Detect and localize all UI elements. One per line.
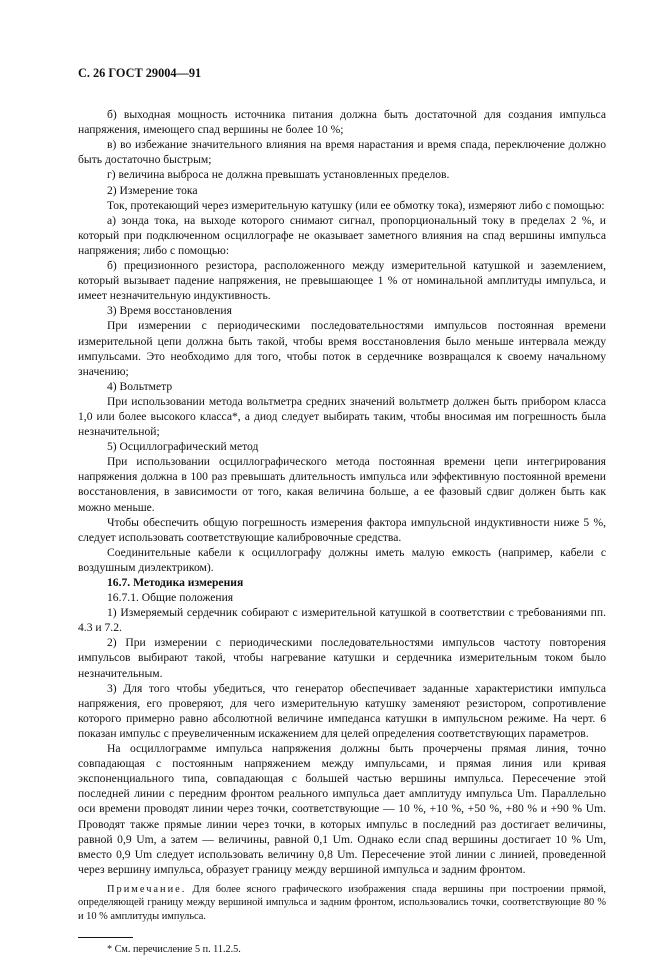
paragraph: При использовании осциллографического метода постоянная времени цепи интегрирования напряжения должна в 100 раз превышать длительность импульса или эффективную постоянной времени восстановления, в зависимости от того, какая величина больше, а ее фазовый сдвиг должен быть как можно меньше. [78, 455, 606, 514]
paragraph: г) величина выброса не должна превышать установленных пределов. [107, 168, 450, 182]
paragraph: Ток, протекающий через измерительную катушку (или ее обмотку тока), измеряют либо с помощью: [107, 198, 605, 212]
paragraph: б) прецизионного резистора, расположенного между измерительной катушкой и заземлением, который вызывает падение напряжения, не превышающее 1 % от номинальной амплитуды импульса, и имеет незначительную индуктивность. [78, 259, 606, 303]
paragraph: в) во избежание значительного влияния на время нарастания и время спада, переключение должно быть достаточно быстрым; [78, 138, 606, 167]
document-page [78, 66, 606, 957]
paragraph: Соединительные кабели к осциллографу должны иметь малую емкость (например, кабели с воздушным диэлектриком). [78, 545, 606, 574]
paragraph: 1) Измеряемый сердечник собирают с измерительной катушкой в соответствии с требованиями пп. 4.3 и 7.2. [78, 606, 606, 635]
subsection-title: 16.7.1. Общие положения [107, 591, 234, 605]
footnote: * См. перечисление 5 п. 11.2.5. [107, 944, 241, 956]
paragraph: 4) Вольтметр [107, 379, 173, 393]
page-header: С. 26 ГОСТ 29004—91 [78, 66, 202, 80]
note [78, 883, 606, 923]
body-text-part2 [78, 605, 606, 877]
paragraph: 3) Время восстановления [107, 304, 232, 318]
body-text-part1 [78, 107, 606, 575]
section-title: 16.7. Методика измерения [107, 576, 244, 589]
paragraph: Чтобы обеспечить общую погрешность измерения фактора импульсной индуктивности ниже 5 %, следует использовать соответствующие калибровочные средства. [78, 515, 606, 544]
note-label: Примечание. [107, 883, 187, 895]
paragraph: 5) Осциллографический метод [107, 440, 259, 454]
paragraph: На осциллограмме импульса напряжения должны быть прочерчены прямая линия, точно совпадающая с постоянным напряжением между импульсами, и прямая линия или кривая экспоненциального типа, совпадающая с большей частью вершины импульса. Пересечение этой последней линии с передним фронтом реального импульса дает амплитуду импульса Um. Параллельно оси времени проводят линии через точки, соответствующие — 10 %, +10 %, +50 %, +80 % и +90 % Um. Проводят также прямые линии через точки, в которых импульс в последний раз достигает величины, равной 0,9 Um, а затем — величины, равной 0,1 Um. Однако если спад вершины достигает 10 % Um, вместо 0,9 Um следует использовать величину 0,8 Um. Пересечение этой линии с линией, проведенной через вершину импульса, образует границу между вершиной импульса и задним фронтом. [78, 742, 606, 876]
paragraph: а) зонда тока, на выходе которого снимают сигнал, пропорциональный току в пределах 2 %, и который при подключенном осциллографе не оказывает заметного влияния на спад вершины импульса напряжения; либо с помощью: [78, 213, 606, 257]
paragraph: При измерении с периодическими последовательностями импульсов постоянная времени измерительной цепи должна быть такой, чтобы время восстановления было меньше интервала между импульсами. Это необходимо для того, чтобы поток в сердечнике возвращался к своему начальному значению; [78, 319, 606, 378]
paragraph: При использовании метода вольтметра средних значений вольтметр должен быть прибором класса 1,0 или более высокого класса*, а диод следует выбирать таким, чтобы вносимая им погрешность была незначительной; [78, 394, 606, 439]
paragraph: 3) Для того чтобы убедиться, что генератор обеспечивает заданные характеристики импульса напряжения, его проверяют, для чего измерительную катушку заменяют резистором, сопротивление которого примерно равно абсолютной величине импеданса катушки в импульсном режиме. На черт. 6 показан импульс с преувеличенным искажением для целей определения соответствующих параметров. [78, 681, 606, 740]
paragraph: 2) Измерение тока [107, 183, 198, 197]
note-text: Для более ясного графического изображения спада вершины при построении прямой, определяющей границу между вершиной импульса и задним фронтом, использовались точки, соответствующие 80 % и 10 % амплитуды импульса. [78, 883, 606, 922]
paragraph: б) выходная мощность источника питания должна быть достаточной для создания импульса напряжения, имеющего спад вершины не более 10 %; [78, 108, 606, 137]
paragraph: 2) При измерении с периодическими последовательностями импульсов частоту повторения импульсов выбирают такой, чтобы нагревание катушки и сердечника измерительным током было незначительным. [78, 636, 606, 680]
footnote-rule [78, 937, 133, 938]
